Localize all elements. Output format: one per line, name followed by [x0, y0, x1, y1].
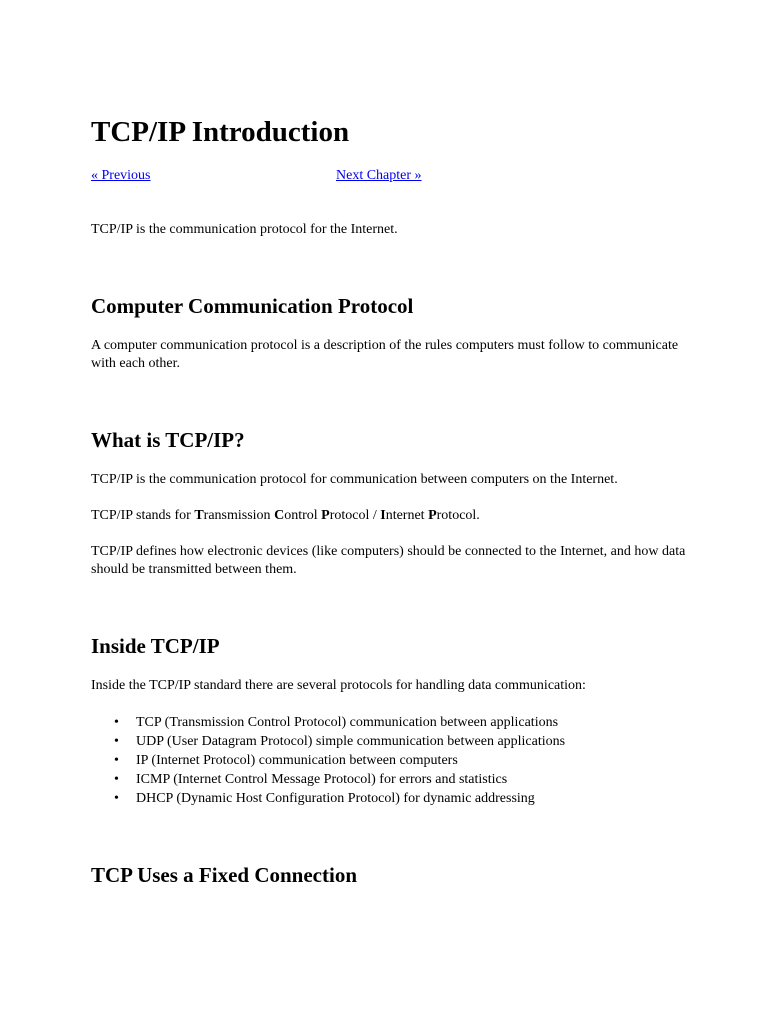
heading-what-is-tcpip: What is TCP/IP? [91, 428, 245, 452]
next-chapter-link[interactable]: Next Chapter » [336, 168, 422, 183]
heading-computer-communication-protocol: Computer Communication Protocol [91, 294, 414, 318]
acronym-letter: T [194, 508, 204, 523]
heading-inside-tcpip: Inside TCP/IP [91, 634, 220, 658]
list-item: • ICMP (Internet Control Message Protocol) for errors and statistics [136, 770, 565, 789]
acronym-rest: nternet [385, 508, 429, 523]
intro-paragraph: TCP/IP is the communication protocol for the Internet. [91, 222, 398, 237]
acronym-rest: ransmission [203, 508, 275, 523]
heading-tcp-fixed-connection: TCP Uses a Fixed Connection [91, 863, 358, 887]
what-paragraph-1: TCP/IP is the communication protocol for communication between computers on the Internet. [91, 472, 618, 487]
inside-paragraph: Inside the TCP/IP standard there are several protocols for handling data communication: [91, 678, 586, 693]
list-item: • UDP (User Datagram Protocol) simple communication between applications [136, 732, 565, 751]
acronym-letter: P [428, 508, 437, 523]
acronym-letter: P [321, 508, 330, 523]
list-item: • IP (Internet Protocol) communication between computers [136, 751, 565, 770]
list-item: • TCP (Transmission Control Protocol) communication between applications [136, 713, 565, 732]
acronym-letter: I [380, 508, 386, 523]
previous-link[interactable]: « Previous [91, 168, 151, 183]
protocol-list [91, 713, 565, 808]
acronym-letter: C [274, 508, 285, 523]
acronym-rest: ontrol [284, 508, 322, 523]
page-title: TCP/IP Introduction [91, 116, 350, 148]
what-paragraph-2 [91, 507, 691, 525]
what-paragraph-3: TCP/IP defines how electronic devices (like computers) should be connected to the Internet, and how data should be transmitted between them. [91, 544, 686, 577]
acronym-rest: rotocol. [436, 508, 480, 523]
list-item: • DHCP (Dynamic Host Configuration Protocol) for dynamic addressing [136, 789, 565, 808]
acronym-rest: rotocol / [329, 508, 381, 523]
stands-for-prefix: TCP/IP stands for [91, 508, 195, 523]
ccp-paragraph: A computer communication protocol is a description of the rules computers must follow to communicate with each other. [91, 338, 679, 371]
